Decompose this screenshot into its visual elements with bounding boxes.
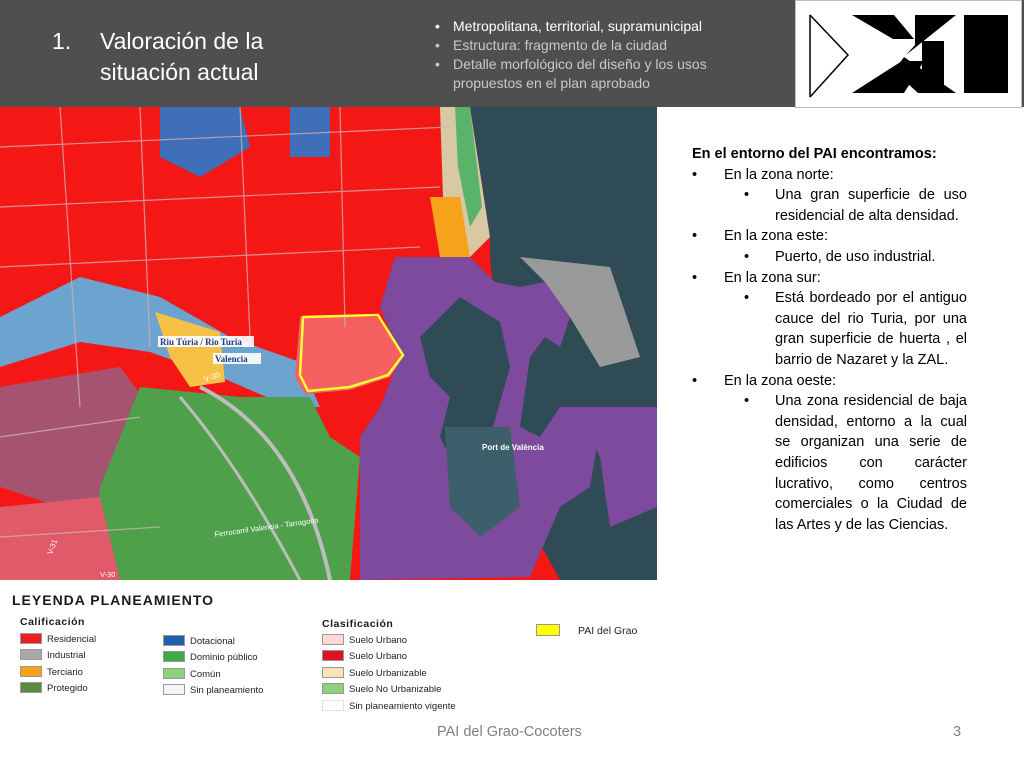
legend-swatch bbox=[322, 683, 344, 694]
legend-swatch bbox=[322, 667, 344, 678]
legend-label: Terciario bbox=[47, 667, 83, 678]
legend-label: Común bbox=[190, 669, 221, 680]
legend-label: Suelo No Urbanizable bbox=[349, 684, 442, 695]
title-number: 1. bbox=[52, 28, 72, 54]
header-bullet-1: • Metropolitana, territorial, supramunicipal bbox=[435, 17, 735, 36]
header-bullet-3: • Detalle morfológico del diseño y los usos propuestos en el plan aprobado bbox=[435, 55, 735, 93]
map-label-river: Riu Túria / Rio Turia bbox=[160, 337, 242, 347]
header-bullets bbox=[435, 17, 735, 93]
title-line2: situación actual bbox=[100, 59, 259, 85]
legend-calificacion-title: Calificación bbox=[20, 616, 85, 628]
legend-clasificacion-title: Clasificación bbox=[322, 618, 394, 630]
legend-title: LEYENDA PLANEAMIENTO bbox=[12, 592, 215, 608]
legend-label: Suelo Urbano bbox=[349, 651, 408, 662]
map-graphic bbox=[0, 107, 657, 580]
legend-swatch bbox=[20, 682, 42, 693]
zona-oeste-label: • En la zona oeste: bbox=[692, 371, 967, 392]
map-label-road3: V-30 bbox=[100, 570, 116, 579]
legend-label: Dotacional bbox=[190, 636, 235, 647]
legend-label: Protegido bbox=[47, 683, 88, 694]
legend-swatch bbox=[20, 666, 42, 677]
legend-label: Residencial bbox=[47, 634, 97, 645]
legend-swatch bbox=[322, 634, 344, 645]
legend-swatch bbox=[163, 635, 185, 646]
logo bbox=[795, 0, 1022, 108]
zona-este-detail: • Puerto, de uso industrial. bbox=[692, 247, 967, 268]
map-label-rail: Ferrocarril Valencia - Tarragona bbox=[214, 515, 320, 539]
footer-text: PAI del Grao-Cocoters bbox=[437, 724, 582, 740]
legend-swatch bbox=[20, 649, 42, 660]
map-label-port: Port de València bbox=[482, 443, 544, 452]
pai-legend-swatch bbox=[536, 624, 560, 636]
zona-norte-detail: • Una gran superficie de uso residencial de alta densidad. bbox=[692, 185, 967, 226]
zona-norte-label: • En la zona norte: bbox=[692, 165, 967, 186]
legend-label: Suelo Urbanizable bbox=[349, 668, 427, 679]
header-bullet-2: • Estructura: fragmento de la ciudad bbox=[435, 36, 735, 55]
map-label-road: V-30 bbox=[202, 370, 222, 384]
legend-swatch bbox=[322, 650, 344, 661]
legend-label: Sin planeamiento vigente bbox=[349, 701, 456, 712]
title-line1: Valoración de la bbox=[100, 28, 264, 54]
logo-icon bbox=[796, 1, 1021, 107]
legend-swatch bbox=[163, 684, 185, 695]
slide-title bbox=[52, 26, 263, 88]
legend-label: Industrial bbox=[47, 650, 86, 661]
legend-swatch bbox=[322, 700, 344, 711]
legend-label: Sin planeamiento bbox=[190, 685, 264, 696]
description-heading: En el entorno del PAI encontramos: bbox=[692, 146, 937, 162]
pai-legend-label: PAI del Grao bbox=[578, 625, 638, 637]
zona-este-label: • En la zona este: bbox=[692, 226, 967, 247]
legend-label: Suelo Urbano bbox=[349, 635, 408, 646]
zona-oeste-detail: • Una zona residencial de baja densidad, entorno a la cual se organizan una serie de edificios con carácter lucrativo, como centros comerciales o la Ciudad de las Artes y de las Ciencias. bbox=[692, 391, 967, 535]
planning-map bbox=[0, 107, 657, 580]
zona-sur-label: • En la zona sur: bbox=[692, 268, 967, 289]
environment-description bbox=[692, 144, 967, 535]
map-label-road2: V-31 bbox=[45, 538, 60, 556]
legend-swatch bbox=[163, 651, 185, 662]
zona-sur-detail: • Está bordeado por el antiguo cauce del rio Turia, por una gran superficie de huerta , el barrio de Nazaret y la ZAL. bbox=[692, 288, 967, 370]
legend-label: Dominio público bbox=[190, 652, 258, 663]
page-number: 3 bbox=[953, 724, 962, 740]
map-label-city: Valencia bbox=[215, 354, 248, 364]
legend-swatch bbox=[163, 668, 185, 679]
legend-swatch bbox=[20, 633, 42, 644]
